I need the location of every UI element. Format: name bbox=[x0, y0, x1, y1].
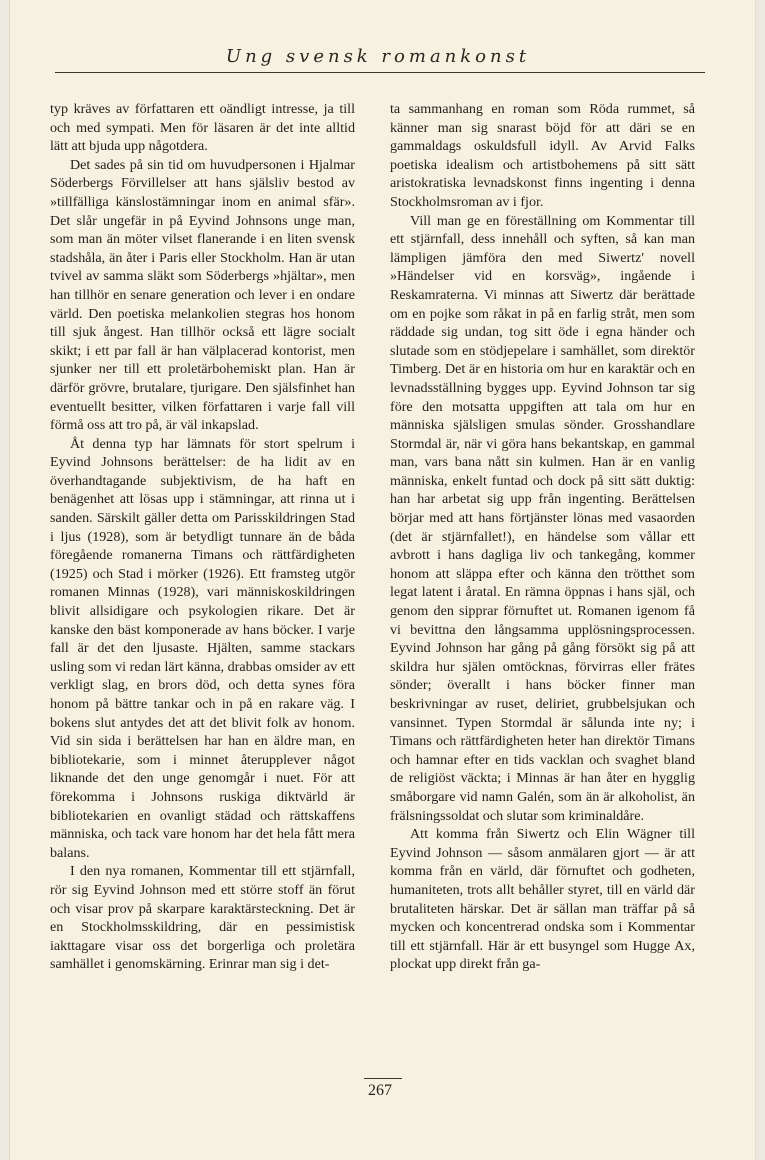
paragraph: typ kräves av författaren ett oändligt intresse, ja till och med sympati. Men för läsaren är det inte alltid lätt att bjuda upp någotdera. bbox=[50, 101, 355, 155]
right-column bbox=[390, 100, 695, 974]
paragraph: Vill man ge en föreställning om Kommentar till ett stjärnfall, dess innehåll och syften, så kan man lämpligen jämföra den med Siwertz' novell »Händelser vid en korsväg», ingående i Reskamraterna. Vi minnas att Siwertz där berättade om en pojke som råkat in på en farlig stråt, men som räddade sig undan, tog sitt öde i egna händer och slutade som en stödjepelare i samhället, som direktör Timberg. Det är en historia om hur en karaktär och en levnadsställning bygges upp. Eyvind Johnson tar sig före den motsatta uppgiften att tala om hur en människa själsligen smulas sönder. Grosshandlare Stormdal är, när vi göra hans bekantskap, en gammal man, vars bana nått sin kulmen. Han är en vanlig människa, enkelt funtad och dock på sitt sätt duktig: han har arbetat sig upp från ingenting. Berättelsen börjar med att hans förtjänster lönas med vasaorden (det är stjärnfallet!), en händelse som vållar ett avbrott i hans dagliga liv och tankegång, kommer honom att släppa efter och känna den trötthet som legat latent i åratal. En rämna öppnas i hans själ, och genom den sipprar förnuftet ut. Romanen igenom få vi bevittna den långsamma upplösningsprocessen. Eyvind Johnson har gång på gång försökt sig på att skildra hur själen omtöcknas, förvirras eller frätes sönder; överallt i hans böcker finner man beskrivningar av ruset, deliriet, grubbelsjukan och vansinnet. Typen Stormdal är sålunda inte ny; i Timans och rättfärdigheten heter han direktör Timans och hamnar efter en tids vacklan och svaghet bland de religiöst väckta; i Minnas är han åter en hygglig småborgare vid namn Galén, som än är alkoholist, än frälsningssoldat och slutar som kriminaldåre. bbox=[390, 212, 695, 824]
book-page bbox=[10, 0, 755, 1160]
left-column bbox=[50, 100, 355, 974]
paragraph: Det sades på sin tid om huvudpersonen i Hjalmar Söderbergs Förvillelser att hans själsliv bestod av »tillfälliga känslostämningar inom en animal sfär». Det slår ungefär in på Eyvind Johnsons unge man, som man än möter vilset flanerande i en liten svensk stadshåla, än åter i Paris eller Stockholm. Han är utan tvivel av samma släkt som Söderbergs »hjältar», men han tillhör en senare generation och lever i en ondare värld. Den poetiska melankolien stegras hos honom till sjuk ångest. Han tillhör också ett lägre socialt skikt; i ett par fall är han välplacerad kontorist, men sjunker ner till ett proletärbohemiskt plan. Han är därför grövre, brutalare, tjurigare. Den själsfinhet han eventuellt besitter, vilken författaren i varje fall vill förmå oss att tro på, är väl inkapslad. bbox=[50, 156, 355, 434]
page-number: 267 bbox=[368, 1082, 392, 1099]
paragraph: ta sammanhang en roman som Röda rummet, så känner man sig snarast böjd för att däri se en gammaldags oskuldsfull idyll. Av Arvid Falks poetiska idealism och artistbohemens på sitt sätt aristokratiska levnadskonst finns ingenting i denna Stockholmsroman av i fjor. bbox=[390, 101, 695, 210]
header-rule bbox=[55, 72, 705, 73]
paragraph: I den nya romanen, Kommentar till ett stjärnfall, rör sig Eyvind Johnson med ett större stoff än förut och visar prov på skarpare karaktärsteckning. Det är en Stockholmsskildring, där en pessimistisk iakttagare visar oss det borgerliga och proletära samhället i genomskärning. Erinrar man sig i det- bbox=[50, 863, 355, 973]
paragraph: Åt denna typ har lämnats för stort spelrum i Eyvind Johnsons berättelser: de ha lidit av en överhandtagande subjektivism, de ha haft en benägenhet att lösas upp i stämningar, att rinna ut i sanden. Särskilt gäller detta om Parisskildringen Stad i ljus (1928), som är betydligt tunnare än de båda föregående romanerna Timans och rättfärdigheten (1925) och Stad i mörker (1926). Ett framsteg utgör romanen Minnas (1928), vari människoskildringen blivit allsidigare och psykologien rikare. Det är kanske den bäst komponerade av hans böcker. I varje fall är det den ljusaste. Hjälten, samme stackars usling som vi redan lärt känna, drabbas omsider av ett verkligt slag, en brors död, och detta synes föra honom på bättre tankar och in på en rakare väg. I bokens slut antydes det att det blivit folk av honom. Vid sin sida i berättelsen har han en äldre man, en bibliotekarie, som i minnet återupplever något liknande det den unge genomgår i nuet. För att förekomma i Johnsons ruskiga diktvärld är bibliotekarien en ovanligt städad och rättskaffens människa, och tack vare honom har det hela fått mera balans. bbox=[50, 435, 355, 861]
paragraph: Att komma från Siwertz och Elin Wägner till Eyvind Johnson — såsom anmälaren gjort — är att komma från en värld, där förnuftet och godheten, humaniteten, trots allt behåller styret, till en värld där brutaliteten härskar. Det är sällan man träffar på så mycken och koncentrerad ondska som i Kommentar till ett stjärnfall. Här är ett busyngel som Hugge Ax, plockat upp direkt från ga- bbox=[390, 826, 695, 973]
folio-rule bbox=[364, 1078, 402, 1079]
running-title: Ung svensk romankonst bbox=[225, 46, 531, 67]
